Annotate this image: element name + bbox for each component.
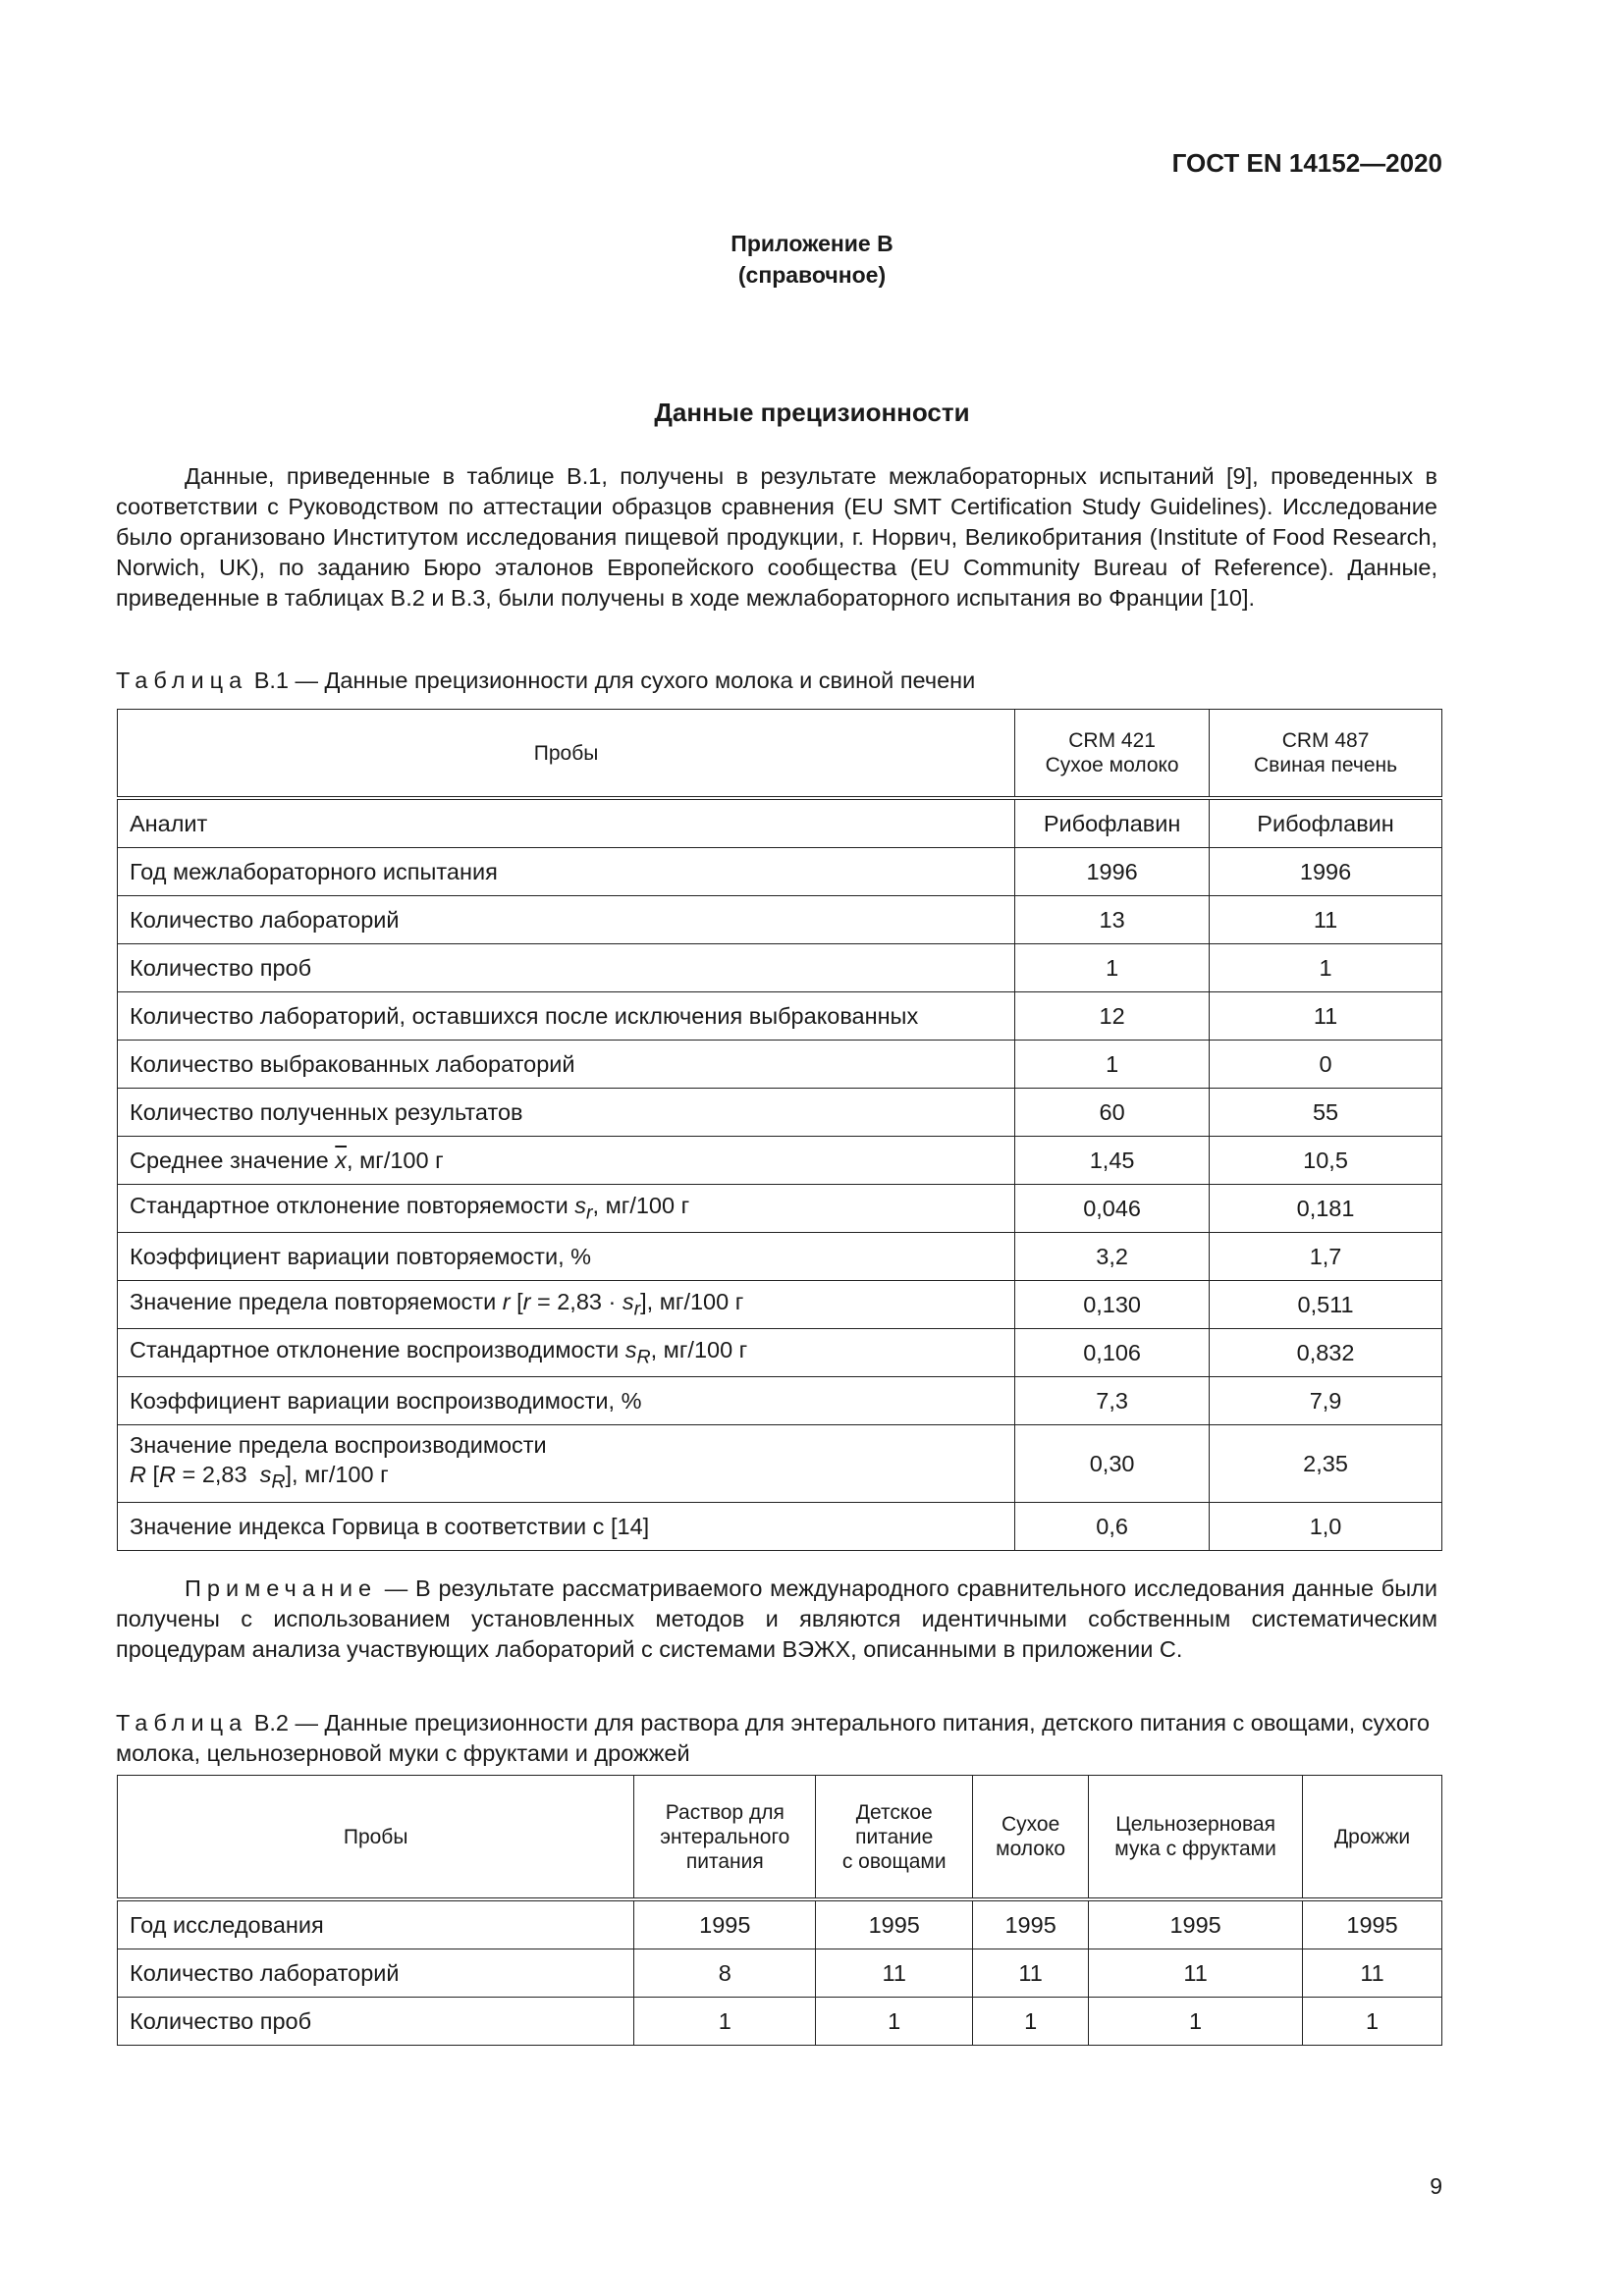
cell-value: 10,5 (1210, 1137, 1442, 1185)
table-row (118, 1233, 1442, 1281)
row-label: Количество лабораторий, оставшихся после исключения выбракованных (118, 992, 1015, 1041)
cell-value: 1995 (634, 1899, 816, 1949)
cell-value: 1 (634, 1998, 816, 2046)
cell-value: 1996 (1015, 848, 1210, 896)
cell-value: 11 (816, 1949, 973, 1998)
table-row (118, 848, 1442, 896)
header-cell-crm421 (1015, 710, 1210, 799)
row-label: Год исследования (118, 1899, 634, 1949)
cell-value: 1 (1015, 944, 1210, 992)
table-row (118, 1185, 1442, 1233)
row-label: Количество проб (118, 944, 1015, 992)
cell-value: 0,832 (1210, 1329, 1442, 1377)
row-label: Количество проб (118, 1998, 634, 2046)
cell-value: 0,130 (1015, 1281, 1210, 1329)
header-cell-wholemeal: Цельнозерновая мука с фруктами (1089, 1776, 1303, 1900)
header-cell-samples: Пробы (118, 710, 1015, 799)
cell-value: 1995 (1303, 1899, 1442, 1949)
header-crm487-code: CRM 487 (1281, 729, 1370, 752)
document-code: ГОСТ EN 14152—2020 (1171, 148, 1442, 178)
table-row (118, 944, 1442, 992)
table-row (118, 1998, 1442, 2046)
cell-value: 60 (1015, 1089, 1210, 1137)
cell-value: 1 (1089, 1998, 1303, 2046)
row-label: Значение предела воспроизводимости R [R = 2,83 $s_R$], мг/100 г (118, 1425, 1015, 1503)
cell-value: 0,511 (1210, 1281, 1442, 1329)
row-label: Значение предела повторяемости r $[r = 2,83 \cdot s_r]$, мг/100 г (118, 1281, 1015, 1329)
cell-value: 1 (1303, 1998, 1442, 2046)
cell-value: 11 (1303, 1949, 1442, 1998)
table-header-row (118, 1776, 1442, 1900)
row-label: Год межлабораторного испытания (118, 848, 1015, 896)
cell-value: 0,106 (1015, 1329, 1210, 1377)
table-row (118, 1089, 1442, 1137)
cell-value: 55 (1210, 1089, 1442, 1137)
cell-value: 1995 (816, 1899, 973, 1949)
table-header-row (118, 710, 1442, 799)
row-label: Среднее значение $\overline{x}$, мг/100 г (118, 1137, 1015, 1185)
table2-caption-label: Таблица (116, 1710, 248, 1735)
note-label: Примечание (185, 1575, 378, 1601)
header-cell-baby-food: Детское питание с овощами (816, 1776, 973, 1900)
table-row (118, 896, 1442, 944)
table2-caption-text: В.2 — Данные прецизионности для раствора для энтерального питания, детского питания с овощами, сухого молока, цельнозерновой муки с фруктами и дрожжей (116, 1710, 1431, 1766)
row-label: Количество выбракованных лабораторий (118, 1041, 1015, 1089)
cell-value: 1,45 (1015, 1137, 1210, 1185)
cell-value: 13 (1015, 896, 1210, 944)
table-row (118, 1425, 1442, 1503)
cell-value: 7,9 (1210, 1377, 1442, 1425)
row-label: Стандартное отклонение воспроизводимости $s_R$, мг/100 г (118, 1329, 1015, 1377)
cell-value: 0,046 (1015, 1185, 1210, 1233)
cell-value: 1995 (973, 1899, 1089, 1949)
cell-value: 0,6 (1015, 1503, 1210, 1551)
table-row (118, 1041, 1442, 1089)
cell-value: 8 (634, 1949, 816, 1998)
annex-subtitle: (справочное) (737, 262, 887, 288)
header-cell-yeast: Дрожжи (1303, 1776, 1442, 1900)
table-row (118, 1281, 1442, 1329)
header-cell-samples: Пробы (118, 1776, 634, 1900)
table-row (118, 1377, 1442, 1425)
precision-table-b1 (117, 709, 1442, 1551)
table-row (118, 1949, 1442, 1998)
cell-value: 1,0 (1210, 1503, 1442, 1551)
annex-title: Приложение В (731, 231, 893, 256)
cell-value: 1 (1210, 944, 1442, 992)
cell-value: 1995 (1089, 1899, 1303, 1949)
table1-caption-text: В.1 — Данные прецизионности для сухого молока и свиной печени (253, 667, 976, 693)
table1-caption (116, 666, 1441, 696)
precision-table-b2 (117, 1775, 1442, 2046)
cell-value: 2,35 (1210, 1425, 1442, 1503)
header-crm421-code: CRM 421 (1068, 729, 1156, 752)
table-row (118, 1899, 1442, 1949)
row-label: Количество полученных результатов (118, 1089, 1015, 1137)
cell-value: 0 (1210, 1041, 1442, 1089)
header-crm487-matrix: Свиная печень (1254, 754, 1398, 776)
annex-heading (0, 228, 1624, 291)
table-row (118, 1137, 1442, 1185)
cell-value: 1996 (1210, 848, 1442, 896)
cell-value: 11 (1089, 1949, 1303, 1998)
cell-value: 11 (973, 1949, 1089, 1998)
section-title: Данные прецизионности (654, 398, 970, 427)
cell-value: Рибофлавин (1015, 798, 1210, 848)
row-label: Аналит (118, 798, 1015, 848)
cell-value: 1 (816, 1998, 973, 2046)
row-label: Значение индекса Горвица в соответствии с [14] (118, 1503, 1015, 1551)
table-row (118, 798, 1442, 848)
intro-text: Данные, приведенные в таблице В.1, получены в результате межлабораторных испытаний [9], проведенных в соответствии с Руководством по аттестации образцов сравнения (EU SMT Certification Study Guidelines). Исследование было организовано Институтом исследования пищевой продукции, г. Норвич, Великобритания (Institute of Food Research, Norwich, UK), по заданию Бюро эталонов Европейского сообщества (EU Community Bureau of Reference). Данные, приведенные в таблицах В.2 и В.3, были получены в ходе межлабораторного испытания во Франции [10]. (116, 463, 1437, 611)
table1-note (116, 1574, 1437, 1665)
cell-value: 11 (1210, 896, 1442, 944)
cell-value: 11 (1210, 992, 1442, 1041)
cell-value: 1 (1015, 1041, 1210, 1089)
row-label: Количество лабораторий (118, 896, 1015, 944)
cell-value: 0,181 (1210, 1185, 1442, 1233)
cell-value: 7,3 (1015, 1377, 1210, 1425)
header-cell-milk-powder: Сухое молоко (973, 1776, 1089, 1900)
table-row (118, 1503, 1442, 1551)
cell-value: 3,2 (1015, 1233, 1210, 1281)
table2-caption (116, 1708, 1441, 1769)
cell-value: 1,7 (1210, 1233, 1442, 1281)
row-label: Количество лабораторий (118, 1949, 634, 1998)
table-row (118, 992, 1442, 1041)
cell-value: 0,30 (1015, 1425, 1210, 1503)
cell-value: 1 (973, 1998, 1089, 2046)
header-cell-enteral: Раствор для энтерального питания (634, 1776, 816, 1900)
note-text: — В результате рассматриваемого международного сравнительного исследования данные были получены с использованием установленных методов и являются идентичными собственным систематическим процедурам анализа участвующих лабораторий с системами ВЭЖХ, описанными в приложении С. (116, 1575, 1437, 1662)
table1-caption-label: Таблица (116, 667, 248, 693)
cell-value: 12 (1015, 992, 1210, 1041)
row-label: Коэффициент вариации воспроизводимости, % (118, 1377, 1015, 1425)
row-label: Коэффициент вариации повторяемости, % (118, 1233, 1015, 1281)
header-cell-crm487 (1210, 710, 1442, 799)
mean-symbol: $\overline{x}$ (335, 1147, 348, 1173)
intro-paragraph (116, 461, 1437, 614)
page-number: 9 (1430, 2173, 1442, 2199)
header-crm421-matrix: Сухое молоко (1045, 754, 1179, 776)
row-label: Стандартное отклонение повторяемости $s_r$, мг/100 г (118, 1185, 1015, 1233)
table-row (118, 1329, 1442, 1377)
cell-value: Рибофлавин (1210, 798, 1442, 848)
